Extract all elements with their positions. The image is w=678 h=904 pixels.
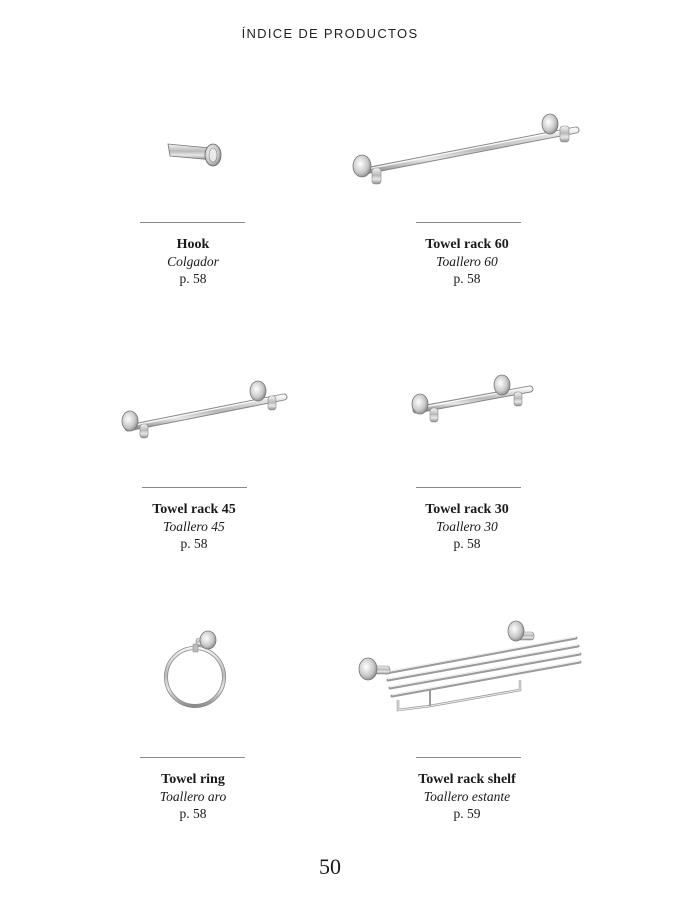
divider bbox=[142, 487, 247, 488]
product-page[interactable]: p. 58 bbox=[180, 536, 208, 551]
product-page[interactable]: p. 58 bbox=[453, 536, 481, 551]
product-caption bbox=[367, 771, 567, 822]
product-subtitle: Toallero estante bbox=[423, 789, 511, 804]
product-name: Towel rack 60 bbox=[425, 237, 509, 252]
divider bbox=[140, 222, 245, 223]
product-page[interactable]: p. 59 bbox=[453, 806, 481, 821]
product-subtitle: Toallero 60 bbox=[436, 254, 498, 269]
product-caption bbox=[367, 501, 567, 552]
product-subtitle: Toallero 45 bbox=[163, 519, 225, 534]
page-header: ÍNDICE DE PRODUCTOS bbox=[241, 26, 419, 41]
product-page[interactable]: p. 58 bbox=[179, 271, 207, 286]
product-caption bbox=[94, 501, 294, 552]
page-number: 50 bbox=[319, 854, 341, 879]
product-page[interactable]: p. 58 bbox=[179, 806, 207, 821]
product-subtitle: Toallero aro bbox=[159, 789, 227, 804]
product-caption bbox=[367, 236, 567, 287]
product-name: Towel rack 45 bbox=[152, 502, 236, 517]
product-caption bbox=[93, 236, 293, 287]
product-subtitle: Colgador bbox=[167, 254, 219, 269]
product-name: Towel rack 30 bbox=[425, 502, 509, 517]
product-name: Towel ring bbox=[161, 772, 225, 787]
product-subtitle: Toallero 30 bbox=[436, 519, 498, 534]
product-name: Hook bbox=[176, 237, 210, 252]
divider bbox=[416, 222, 521, 223]
divider bbox=[416, 487, 521, 488]
divider bbox=[416, 757, 521, 758]
product-caption bbox=[93, 771, 293, 822]
product-name: Towel rack shelf bbox=[418, 772, 516, 787]
product-page[interactable]: p. 58 bbox=[453, 271, 481, 286]
divider bbox=[140, 757, 245, 758]
